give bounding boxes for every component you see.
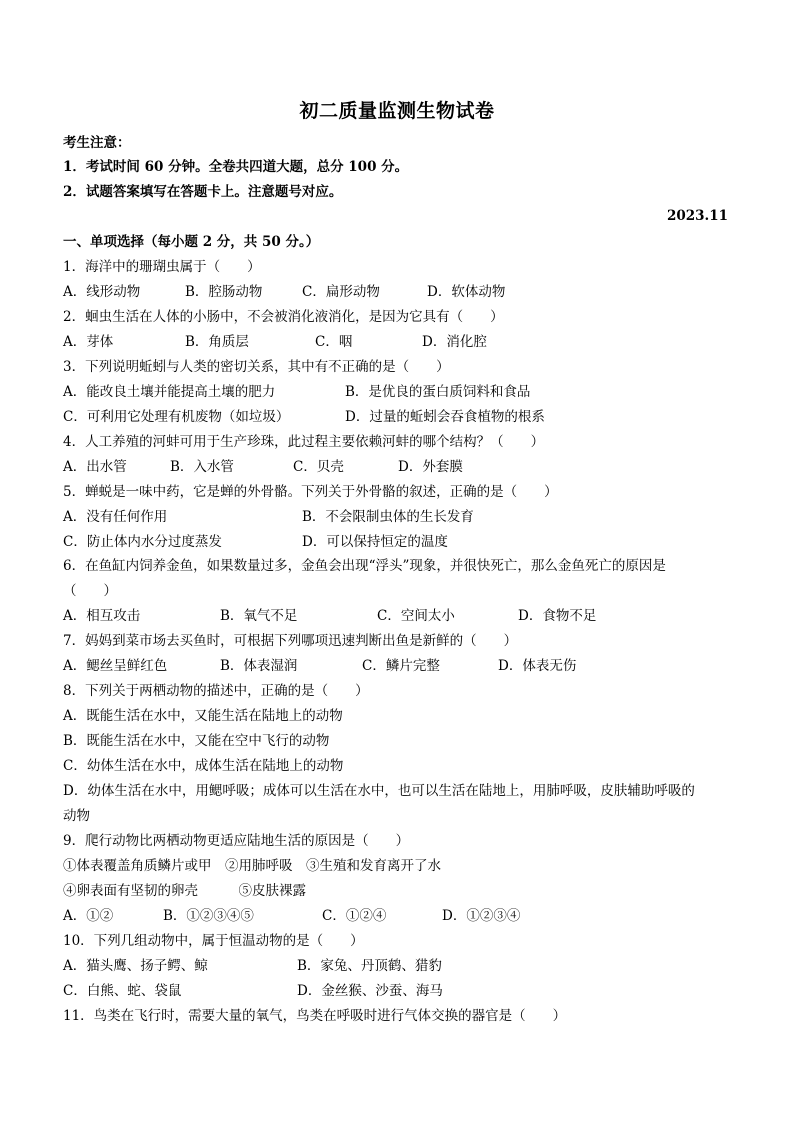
question-4-option-d: D．外套膜 — [398, 459, 463, 475]
question-3-option-b: B．是优良的蛋白质饲料和食品 — [345, 384, 531, 400]
section-heading: 一、单项选择（每小题 2 分，共 50 分。） — [63, 234, 320, 250]
question-5-stem: 5．蝉蜕是一味中药，它是蝉的外骨骼。下列关于外骨骼的叙述，正确的是（ ） — [63, 484, 558, 500]
question-4-option-b: B．入水管 — [170, 459, 234, 475]
question-3-option-d: D．过量的蚯蚓会吞食植物的根系 — [345, 409, 545, 425]
question-5-option-d: D．可以保持恒定的温度 — [302, 534, 448, 550]
question-1-option-b: B．腔肠动物 — [185, 284, 263, 300]
question-7-option-c: C．鳞片完整 — [362, 658, 440, 674]
page-title: 初二质量监测生物试卷 — [299, 100, 495, 122]
question-2-option-d: D．消化腔 — [422, 334, 487, 350]
question-1-stem: 1．海洋中的珊瑚虫属于（ ） — [63, 259, 261, 275]
question-2-option-c: C．咽 — [315, 334, 353, 350]
question-6-option-c: C．空间太小 — [377, 608, 455, 624]
question-7-option-a: A．鳃丝呈鲜红色 — [63, 658, 168, 674]
notice-item-1: 1．考试时间 60 分钟。全卷共四道大题，总分 100 分。 — [63, 159, 409, 175]
question-3-stem: 3．下列说明蚯蚓与人类的密切关系，其中有不正确的是（ ） — [63, 359, 450, 375]
question-10-stem: 10．下列几组动物中，属于恒温动物的是（ ） — [63, 933, 364, 949]
question-8-option-a: A．既能生活在水中，又能生活在陆地上的动物 — [63, 708, 343, 724]
question-1-option-a: A．线形动物 — [63, 284, 141, 300]
question-2-option-a: A．芽体 — [63, 334, 114, 350]
question-4-stem: 4．人工养殖的河蚌可用于生产珍珠，此过程主要依赖河蚌的哪个结构？（ ） — [63, 434, 545, 450]
question-5-option-a: A．没有任何作用 — [63, 509, 168, 525]
exam-date: 2023.11 — [666, 208, 728, 224]
question-9-statements-2: ④卵表面有坚韧的卵壳 ⑤皮肤裸露 — [63, 883, 306, 899]
question-10-option-a: A．猫头鹰、扬子鳄、鲸 — [63, 958, 208, 974]
question-7-option-b: B．体表湿润 — [220, 658, 298, 674]
question-6-option-a: A．相互攻击 — [63, 608, 141, 624]
question-8-option-d: D．幼体生活在水中，用鳃呼吸；成体可以生活在水中，也可以生活在陆地上，用肺呼吸，皮肤辅助呼吸的 — [63, 783, 695, 799]
question-5-option-b: B．不会限制虫体的生长发育 — [302, 509, 474, 525]
question-6-option-d: D．食物不足 — [518, 608, 597, 624]
question-9-option-b: B．①②③④⑤ — [163, 908, 254, 924]
question-4-option-c: C．贝壳 — [293, 459, 344, 475]
question-8-option-d-cont: 动物 — [63, 808, 90, 824]
question-11-stem: 11．鸟类在飞行时，需要大量的氧气，鸟类在呼吸时进行气体交换的器官是（ ） — [63, 1008, 567, 1024]
question-3-option-c: C．可利用它处理有机废物（如垃圾） — [63, 409, 290, 425]
notice-heading: 考生注意： — [63, 135, 131, 151]
question-4-option-a: A．出水管 — [63, 459, 127, 475]
question-9-option-a: A．①② — [63, 908, 114, 924]
question-6-option-b: B．氧气不足 — [220, 608, 298, 624]
question-8-option-b: B．既能生活在水中，又能在空中飞行的动物 — [63, 733, 330, 749]
question-10-option-d: D．金丝猴、沙蚕、海马 — [297, 983, 443, 999]
question-9-option-c: C．①②④ — [322, 908, 387, 924]
question-2-option-b: B．角质层 — [185, 334, 249, 350]
question-9-option-d: D．①②③④ — [442, 908, 521, 924]
question-8-stem: 8．下列关于两栖动物的描述中，正确的是（ ） — [63, 683, 369, 699]
question-9-statements-1: ①体表覆盖角质鳞片或甲 ②用肺呼吸 ③生殖和发育离开了水 — [63, 858, 441, 874]
question-5-option-c: C．防止体内水分过度蒸发 — [63, 534, 222, 550]
question-8-option-c: C．幼体生活在水中，成体生活在陆地上的动物 — [63, 758, 344, 774]
question-1-option-d: D．软体动物 — [427, 284, 506, 300]
question-9-stem: 9．爬行动物比两栖动物更适应陆地生活的原因是（ ） — [63, 833, 410, 849]
question-7-stem: 7．妈妈到菜市场去买鱼时，可根据下列哪项迅速判断出鱼是新鲜的（ ） — [63, 633, 518, 649]
question-1-option-c: C．扁形动物 — [302, 284, 380, 300]
question-6-stem: 6．在鱼缸内饲养金鱼，如果数量过多，金鱼会出现“浮头”现象，并很快死亡，那么金鱼死亡的原因是 — [63, 558, 666, 574]
notice-item-2: 2．试题答案填写在答题卡上。注意题号对应。 — [63, 184, 343, 200]
question-7-option-d: D．体表无伤 — [498, 658, 577, 674]
question-6-stem-cont: （ ） — [63, 583, 117, 599]
question-3-option-a: A．能改良土壤并能提高土壤的肥力 — [63, 384, 276, 400]
question-10-option-b: B．家兔、丹顶鹤、猎豹 — [297, 958, 442, 974]
question-2-stem: 2．蛔虫生活在人体的小肠中，不会被消化液消化，是因为它具有（ ） — [63, 309, 504, 325]
question-10-option-c: C．白熊、蛇、袋鼠 — [63, 983, 182, 999]
